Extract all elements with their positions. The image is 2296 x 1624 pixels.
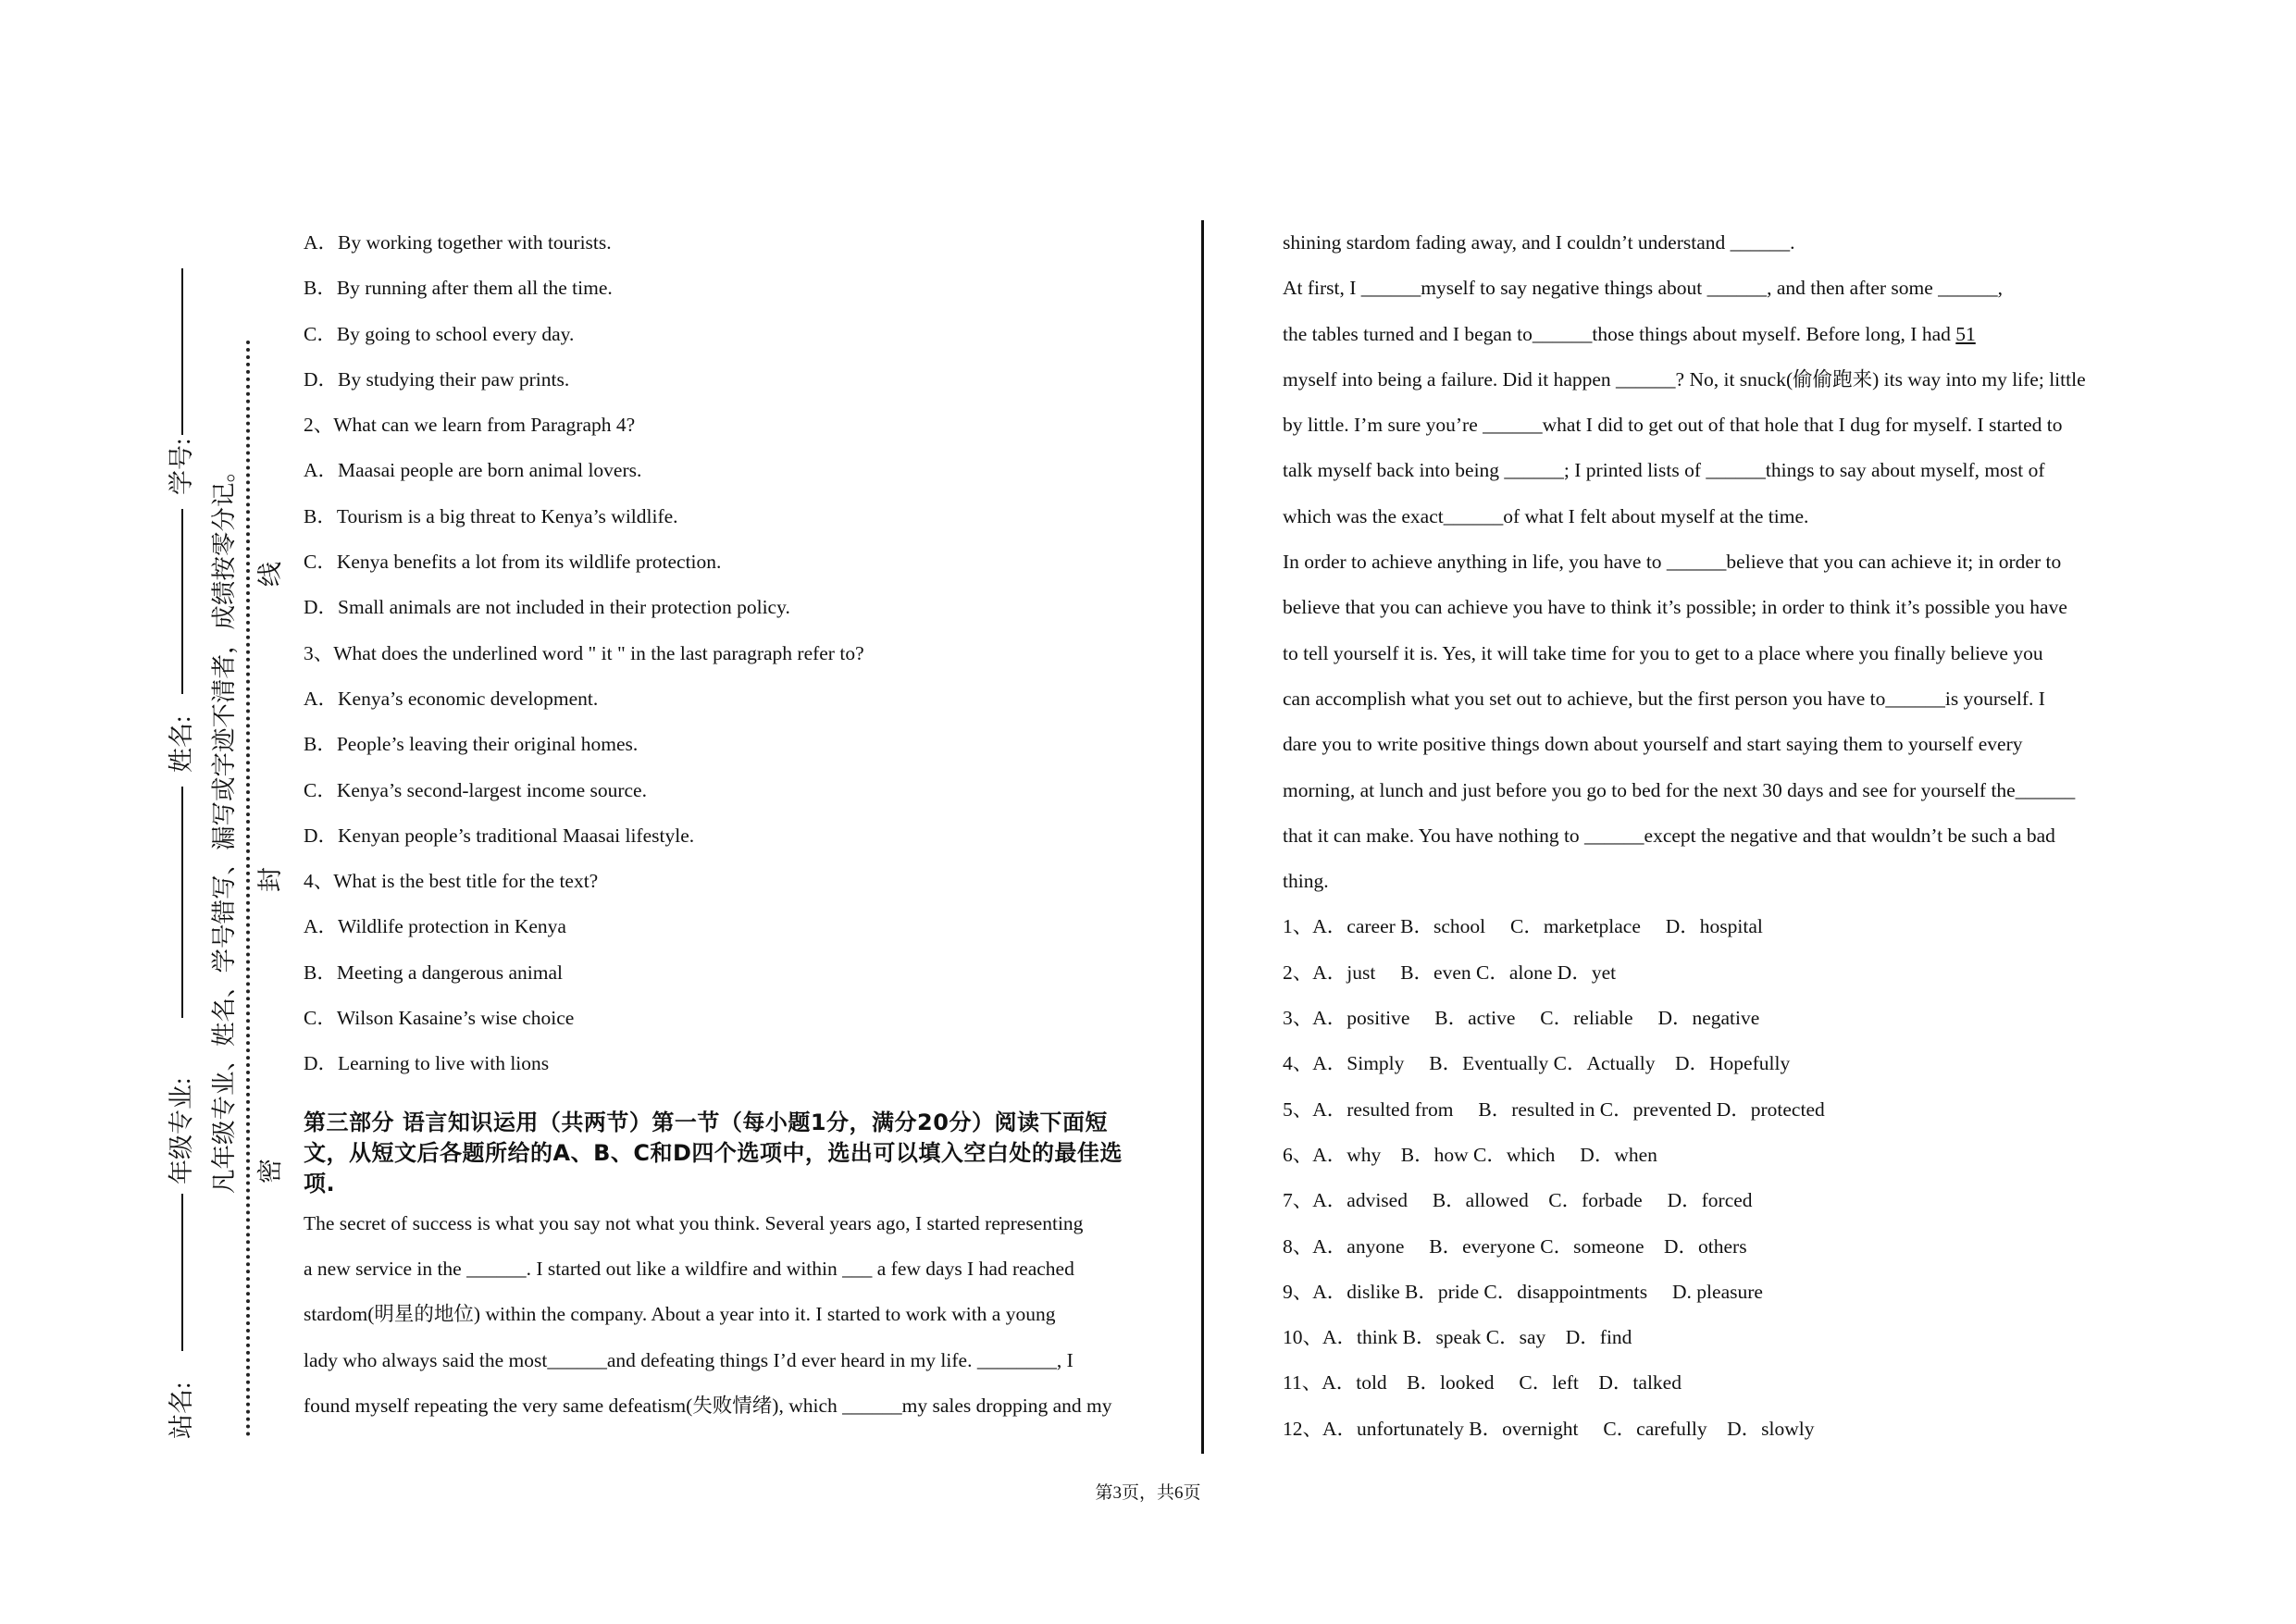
choice-row-11: 11、A．told B．looked C．left D．talked (1283, 1371, 1682, 1395)
q1-option-b: B．By running after them all the time. (304, 277, 613, 300)
q4-option-a: A．Wildlife protection in Kenya (304, 915, 566, 938)
q4-stem: 4、What is the best title for the text? (304, 870, 599, 893)
choice-row-12: 12、A．unfortunately B．overnight C．carefully D．slowly (1283, 1417, 1815, 1440)
passage-line: a new service in the ______. I started out like a wildfire and within ___ a few days I had reached (304, 1257, 1074, 1280)
passage-line: found myself repeating the very same defeatism(失败情绪), which ______my sales dropping and my (304, 1394, 1112, 1417)
choice-row-8: 8、A．anyone B．everyone C．someone D．others (1283, 1234, 1747, 1258)
q2-stem: 2、What can we learn from Paragraph 4? (304, 414, 636, 437)
seal-mark-mi: 密 (250, 1153, 286, 1189)
q3-option-a: A．Kenya’s economic development. (304, 687, 599, 710)
q2-option-a: A．Maasai people are born animal lovers. (304, 459, 642, 482)
passage-line: which was the exact______of what I felt about myself at the time. (1283, 504, 1809, 527)
blank-number-51: 51 (1955, 322, 1976, 345)
binding-note: 凡年级专业、姓名、学号错写、漏写或字迹不清者，成绩按零分记。 (210, 458, 238, 1194)
seal-mark-feng: 封 (250, 862, 286, 898)
choice-row-2: 2、A．just B．even C．alone D．yet (1283, 961, 1617, 984)
q4-option-c: C．Wilson Kasaine’s wise choice (304, 1007, 575, 1030)
q2-option-c: C．Kenya benefits a lot from its wildlife protection. (304, 551, 722, 574)
grade-label: 年级专业: (168, 1077, 195, 1184)
q3-stem: 3、What does the underlined word " it " in the last paragraph refer to? (304, 641, 864, 664)
station-label: 站名: (168, 1382, 195, 1439)
passage-line (1283, 316, 2125, 361)
id-underline (181, 268, 183, 435)
choice-row-10: 10、A．think B．speak C．say D．find (1283, 1326, 1632, 1349)
id-label: 学号: (168, 438, 195, 495)
q4-option-b: B．Meeting a dangerous animal (304, 961, 564, 984)
name-underline (181, 509, 183, 694)
passage-line: In order to achieve anything in life, you have to ______believe that you can achieve it; in order to (1283, 551, 2062, 574)
q3-option-d: D．Kenyan people’s traditional Maasai lifestyle. (304, 824, 695, 847)
passage-line: lady who always said the most______and defeating things I’d ever heard in my life. ________, I (304, 1348, 1074, 1371)
passage-line: The secret of success is what you say not what you think. Several years ago, I started representing (304, 1211, 1084, 1234)
passage-line: talk myself back into being ______; I printed lists of ______things to say about myself, most of (1283, 459, 2045, 482)
q3-option-b: B．People’s leaving their original homes. (304, 733, 639, 756)
passage-line: dare you to write positive things down about yourself and start saying them to yourself every (1283, 733, 2023, 756)
passage-line: shining stardom fading away, and I couldn’t understand ______. (1283, 231, 1795, 254)
page-number: 第3页，共6页 (1095, 1483, 1201, 1503)
passage-line: myself into being a failure. Did it happen ______? No, it snuck(偷偷跑来) its way into my life; little (1283, 367, 2086, 391)
choice-row-9: 9、A．dislike B．pride C．disappointments D. pleasure (1283, 1280, 1763, 1303)
q2-option-b: B．Tourism is a big threat to Kenya’s wildlife. (304, 504, 678, 527)
choice-row-5: 5、A．resulted from B．resulted in C．prevented D．protected (1283, 1097, 1825, 1121)
q1-option-a: A．By working together with tourists. (304, 231, 612, 254)
binding-strip (139, 268, 284, 1444)
passage-text: the tables turned and I began to______those things about myself. Before long, I had (1283, 322, 1951, 345)
passage-line: by little. I’m sure you’re ______what I did to get out of that hole that I dug for myself. I started to (1283, 414, 2063, 437)
passage-line: At first, I ______myself to say negative things about ______, and then after some ______, (1283, 277, 2004, 300)
seal-mark-xian: 线 (250, 556, 286, 592)
passage-line: thing. (1283, 870, 1329, 893)
q1-option-d: D．By studying their paw prints. (304, 367, 570, 391)
passage-line: believe that you can achieve you have to think it’s possible; in order to think it’s possible you have (1283, 596, 2067, 619)
choice-row-7: 7、A．advised B．allowed C．forbade D．forced (1283, 1189, 1753, 1212)
passage-line: can accomplish what you set out to achieve, but the first person you have to______is yourself. I (1283, 687, 2045, 710)
left-column (304, 224, 1155, 1432)
name-label: 姓名: (168, 715, 195, 773)
q2-option-d: D．Small animals are not included in their protection policy. (304, 596, 790, 619)
column-divider (1201, 220, 1204, 1454)
right-column (1283, 224, 2125, 1456)
station-underline (181, 1194, 183, 1351)
q4-option-d: D．Learning to live with lions (304, 1052, 550, 1075)
choice-row-4: 4、A．Simply B．Eventually C．Actually D．Hopefully (1283, 1052, 1791, 1075)
q1-option-c: C．By going to school every day. (304, 322, 575, 345)
choice-row-6: 6、A．why B．how C．which D．when (1283, 1143, 1657, 1166)
passage-line: stardom(明星的地位) within the company. About a year into it. I started to work with a young (304, 1303, 1056, 1326)
q3-option-c: C．Kenya’s second-largest income source. (304, 778, 647, 801)
passage-line: to tell yourself it is. Yes, it will take time for you to get to a place where you finally believe you (1283, 641, 2043, 664)
grade-underline (181, 787, 183, 1018)
choice-row-1: 1、A．career B．school C．marketplace D．hospital (1283, 915, 1763, 938)
passage-line: that it can make. You have nothing to ______except the negative and that wouldn’t be such a bad (1283, 824, 2055, 847)
choice-row-3: 3、A．positive B．active C．reliable D．negative (1283, 1007, 1760, 1030)
section-heading: 第三部分 语言知识运用（共两节）第一节（每小题1分，满分20分）阅读下面短文，从短文后各题所给的A、B、C和D四个选项中，选出可以填入空白处的最佳选项. (304, 1109, 1123, 1196)
passage-line: morning, at lunch and just before you go to bed for the next 30 days and see for yourself the______ (1283, 778, 2076, 801)
